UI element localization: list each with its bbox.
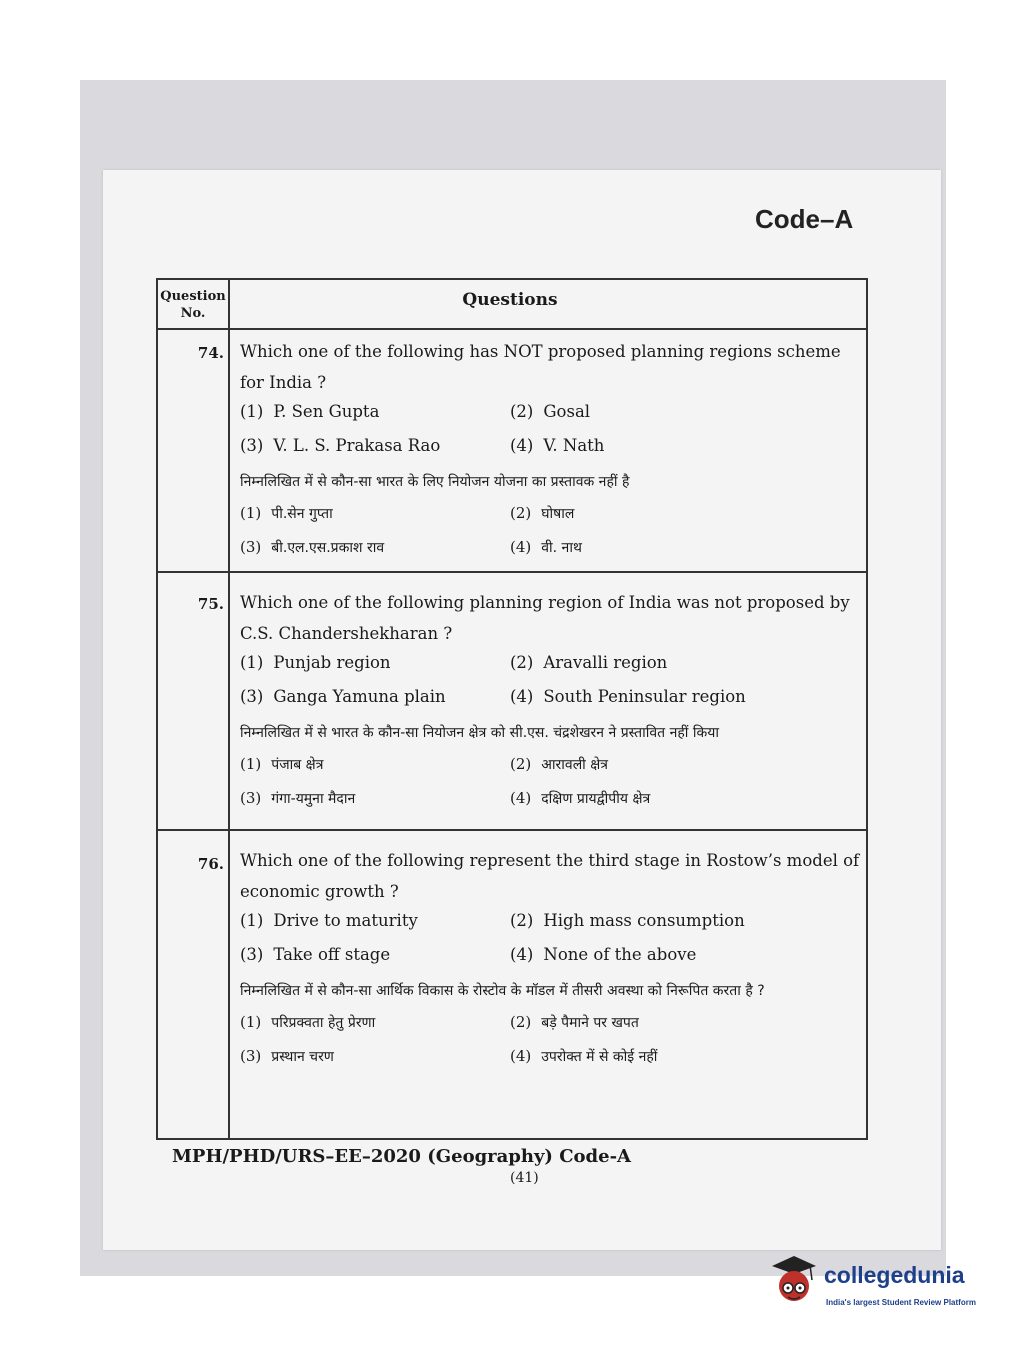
option-1-hi: (1) पंजाब क्षेत्र <box>240 755 324 773</box>
options-hi <box>240 1007 862 1075</box>
question-text-en: Which one of the following has NOT proposed planning regions scheme for India ? <box>240 342 841 392</box>
option-2: (2) Aravalli region <box>510 653 668 672</box>
option-1: (1) Drive to maturity <box>240 911 418 930</box>
option-1-hi: (1) पी.सेन गुप्ता <box>240 504 333 522</box>
option-3-hi: (3) गंगा-यमुना मैदान <box>240 789 356 807</box>
question-text-hi: निम्नलिखित में से कौन-सा आर्थिक विकास के रोस्टोव के मॉडल में तीसरी अवस्था को निरूपित करता है ? <box>240 983 765 999</box>
option-4: (4) V. Nath <box>510 436 605 455</box>
option-1-hi: (1) परिप्रक्वता हेतु प्रेरणा <box>240 1013 376 1031</box>
question-no-header: Question No. <box>160 289 226 321</box>
options-hi <box>240 498 862 566</box>
option-4-hi: (4) वी. नाथ <box>510 538 582 556</box>
logo-tagline: India's largest Student Review Platform <box>826 1298 976 1307</box>
question-table <box>156 278 868 1140</box>
question-body <box>240 587 862 817</box>
question-body <box>240 336 862 566</box>
question-text-hi: निम्नलिखित में से कौन-सा भारत के लिए नियोजन योजना का प्रस्तावक नहीं है <box>240 474 630 490</box>
options-hi <box>240 749 862 817</box>
code-label: Code–A <box>755 204 854 234</box>
option-3: (3) V. L. S. Prakasa Rao <box>240 436 441 455</box>
question-block-74 <box>158 330 866 573</box>
option-2-hi: (2) घोषाल <box>510 504 575 522</box>
options-en <box>240 649 862 717</box>
question-block-75 <box>158 573 866 831</box>
option-3-hi: (3) प्रस्थान चरण <box>240 1047 334 1065</box>
question-number: 74. <box>197 344 224 362</box>
options-en <box>240 907 862 975</box>
question-number: 76. <box>197 855 224 873</box>
mascot-icon <box>766 1252 822 1322</box>
option-3: (3) Take off stage <box>240 945 391 964</box>
page-footer: MPH/PHD/URS–EE–2020 (Geography) Code-A <box>172 1146 632 1167</box>
option-2-hi: (2) बड़े पैमाने पर खपत <box>510 1013 639 1031</box>
option-1: (1) Punjab region <box>240 653 391 672</box>
option-4-hi: (4) दक्षिण प्रायद्वीपीय क्षेत्र <box>510 789 651 807</box>
questions-header: Questions <box>462 290 558 310</box>
option-4: (4) South Peninsular region <box>510 687 746 706</box>
option-4: (4) None of the above <box>510 945 697 964</box>
option-2-hi: (2) आरावली क्षेत्र <box>510 755 609 773</box>
option-1: (1) P. Sen Gupta <box>240 402 380 421</box>
question-number: 75. <box>197 595 224 613</box>
table-header <box>158 280 866 330</box>
question-text-hi: निम्नलिखित में से भारत के कौन-सा नियोजन क्षेत्र को सी.एस. चंद्रशेखरन ने प्रस्तावित नहीं किया <box>240 725 719 741</box>
collegedunia-logo[interactable] <box>766 1252 1006 1322</box>
page-number: (41) <box>510 1170 539 1186</box>
option-2: (2) Gosal <box>510 402 591 421</box>
question-text-en: Which one of the following planning region of India was not proposed by C.S. Chandershekharan ? <box>240 593 850 643</box>
question-body <box>240 845 862 1075</box>
option-2: (2) High mass consumption <box>510 911 745 930</box>
logo-name: collegedunia <box>824 1262 965 1288</box>
question-text-en: Which one of the following represent the third stage in Rostow’s model of economic growth ? <box>240 851 860 901</box>
option-3: (3) Ganga Yamuna plain <box>240 687 446 706</box>
option-3-hi: (3) बी.एल.एस.प्रकाश राव <box>240 538 385 556</box>
question-block-76 <box>158 831 866 1138</box>
option-4-hi: (4) उपरोक्त में से कोई नहीं <box>510 1047 658 1065</box>
options-en <box>240 398 862 466</box>
